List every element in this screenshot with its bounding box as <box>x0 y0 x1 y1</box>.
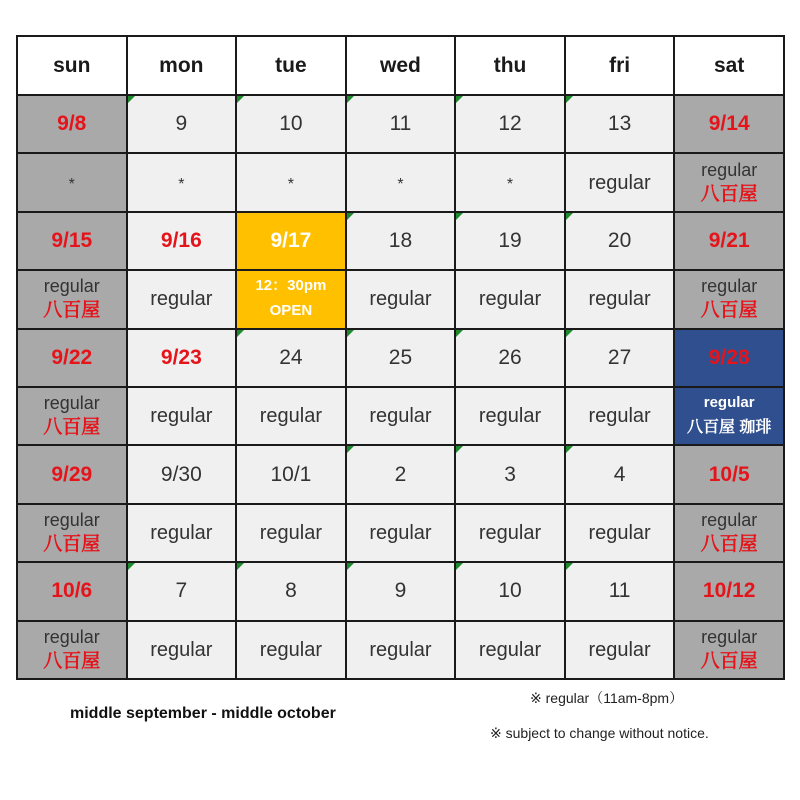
vendor-label: 八百屋 <box>700 183 758 205</box>
date-row <box>17 445 784 503</box>
date-cell-sun: 9/22 <box>17 329 127 387</box>
weekday-header-row <box>17 36 784 95</box>
date-cell-tue: 9/17 <box>236 212 346 270</box>
schedule-cell-sun <box>17 153 127 211</box>
date-cell-mon: 7 <box>127 562 237 620</box>
schedule-label: regular <box>43 626 100 647</box>
vendor-label: 八百屋 <box>700 533 758 555</box>
calendar-body <box>17 95 784 679</box>
schedule-row <box>17 387 784 445</box>
period-title: middle september - middle october <box>70 705 336 722</box>
weekday-header-wed: wed <box>346 36 456 95</box>
schedule-cell-tue <box>236 153 346 211</box>
schedule-label: regular <box>43 393 100 414</box>
schedule-label: regular <box>701 509 758 530</box>
date-cell-sat: 10/5 <box>674 445 784 503</box>
schedule-label: regular <box>703 394 755 412</box>
date-cell-mon: 9 <box>127 95 237 153</box>
date-cell-thu: 3 <box>455 445 565 503</box>
schedule-label: regular <box>478 405 542 428</box>
schedule-label: regular <box>369 405 432 428</box>
vendor-label: 八百屋 <box>43 650 101 672</box>
schedule-label: regular <box>43 276 100 297</box>
schedule-cell-sat <box>674 504 784 562</box>
schedule-label: regular <box>43 509 100 530</box>
date-cell-wed: 25 <box>346 329 456 387</box>
schedule-cell-sat <box>674 270 784 328</box>
schedule-cell-sat <box>674 621 784 679</box>
date-cell-wed: 9 <box>346 562 456 620</box>
date-cell-fri: 13 <box>565 95 675 153</box>
date-cell-tue: 24 <box>236 329 346 387</box>
schedule-cell-sat <box>674 387 784 445</box>
schedule-cell-thu <box>455 621 565 679</box>
vendor-label: 八百屋 <box>43 533 101 555</box>
date-cell-fri: 20 <box>565 212 675 270</box>
schedule-label: regular <box>588 288 651 311</box>
schedule-label: regular <box>588 171 651 194</box>
date-cell-tue: 8 <box>236 562 346 620</box>
vendor-label: 八百屋 <box>43 300 101 322</box>
date-cell-sun: 9/8 <box>17 95 127 153</box>
weekday-header-thu: thu <box>455 36 565 95</box>
vendor-label: 八百屋 <box>43 417 101 439</box>
schedule-cell-mon <box>127 504 237 562</box>
schedule-label: regular <box>369 288 432 311</box>
schedule-cell-mon <box>127 270 237 328</box>
weekday-header-sun: sun <box>17 36 127 95</box>
date-cell-thu: 19 <box>455 212 565 270</box>
date-cell-tue: 10/1 <box>236 445 346 503</box>
schedule-cell-fri <box>565 504 675 562</box>
schedule-label: 12：30pm <box>255 277 327 295</box>
schedule-label: regular <box>150 638 213 661</box>
date-cell-thu: 26 <box>455 329 565 387</box>
date-row <box>17 329 784 387</box>
schedule-label: regular <box>259 521 323 544</box>
schedule-label: regular <box>701 276 758 297</box>
schedule-cell-mon <box>127 621 237 679</box>
schedule-cell-tue <box>236 504 346 562</box>
date-cell-tue: 10 <box>236 95 346 153</box>
schedule-label: regular <box>259 638 323 661</box>
change-notice: ※ subject to change without notice. <box>490 725 709 741</box>
schedule-label: * <box>287 175 295 193</box>
schedule-label: regular <box>369 521 432 544</box>
schedule-cell-thu <box>455 504 565 562</box>
schedule-label: regular <box>701 159 758 180</box>
schedule-label: regular <box>150 405 213 428</box>
date-row <box>17 562 784 620</box>
schedule-cell-tue <box>236 621 346 679</box>
schedule-row <box>17 504 784 562</box>
date-cell-sat: 10/12 <box>674 562 784 620</box>
date-cell-mon: 9/16 <box>127 212 237 270</box>
weekday-header-sat: sat <box>674 36 784 95</box>
schedule-label: * <box>397 175 404 193</box>
schedule-label: regular <box>150 521 213 544</box>
schedule-cell-thu <box>455 270 565 328</box>
schedule-label: regular <box>150 288 213 311</box>
date-row <box>17 212 784 270</box>
schedule-cell-tue <box>236 387 346 445</box>
date-cell-fri: 4 <box>565 445 675 503</box>
date-cell-sat: 9/21 <box>674 212 784 270</box>
hours-note: ※ regular（11am-8pm） <box>530 690 684 706</box>
schedule-cell-sun <box>17 621 127 679</box>
schedule-label: regular <box>588 638 651 661</box>
schedule-label: regular <box>478 638 542 661</box>
schedule-cell-wed <box>346 621 456 679</box>
schedule-cell-mon <box>127 387 237 445</box>
vendor-label: 八百屋 <box>700 650 758 672</box>
schedule-cell-tue <box>236 270 346 328</box>
date-row <box>17 95 784 153</box>
schedule-cell-mon <box>127 153 237 211</box>
weekday-header-fri: fri <box>565 36 675 95</box>
schedule-cell-fri <box>565 270 675 328</box>
schedule-label: * <box>68 175 75 193</box>
schedule-cell-fri <box>565 621 675 679</box>
date-cell-wed: 2 <box>346 445 456 503</box>
schedule-label: * <box>506 175 514 193</box>
weekday-header-mon: mon <box>127 36 237 95</box>
date-cell-mon: 9/23 <box>127 329 237 387</box>
date-cell-sat: 9/28 <box>674 329 784 387</box>
schedule-label: regular <box>701 626 758 647</box>
schedule-cell-wed <box>346 387 456 445</box>
weekday-header-tue: tue <box>236 36 346 95</box>
schedule-label: regular <box>369 638 432 661</box>
schedule-cell-sat <box>674 153 784 211</box>
date-cell-sun: 9/29 <box>17 445 127 503</box>
schedule-cell-sun <box>17 387 127 445</box>
schedule-label: regular <box>478 521 542 544</box>
date-cell-thu: 12 <box>455 95 565 153</box>
schedule-cell-thu <box>455 387 565 445</box>
date-cell-wed: 18 <box>346 212 456 270</box>
date-cell-sat: 9/14 <box>674 95 784 153</box>
schedule-label: regular <box>588 405 651 428</box>
schedule-row <box>17 621 784 679</box>
schedule-label: regular <box>588 521 651 544</box>
date-cell-wed: 11 <box>346 95 456 153</box>
schedule-cell-fri <box>565 153 675 211</box>
vendor-label: 八百屋 <box>700 300 758 322</box>
calendar-table <box>16 35 785 680</box>
date-cell-sun: 9/15 <box>17 212 127 270</box>
date-cell-fri: 27 <box>565 329 675 387</box>
schedule-cell-fri <box>565 387 675 445</box>
date-cell-fri: 11 <box>565 562 675 620</box>
schedule-cell-sun <box>17 504 127 562</box>
schedule-cell-sun <box>17 270 127 328</box>
schedule-cell-wed <box>346 504 456 562</box>
vendor-label: 八百屋 珈琲 <box>686 419 772 437</box>
date-cell-sun: 10/6 <box>17 562 127 620</box>
schedule-row <box>17 153 784 211</box>
schedule-cell-thu <box>455 153 565 211</box>
schedule-cell-wed <box>346 270 456 328</box>
schedule-label: * <box>178 175 185 193</box>
date-cell-mon: 9/30 <box>127 445 237 503</box>
schedule-row <box>17 270 784 328</box>
schedule-cell-wed <box>346 153 456 211</box>
date-cell-thu: 10 <box>455 562 565 620</box>
schedule-label: regular <box>478 288 542 311</box>
schedule-label: regular <box>259 405 323 428</box>
vendor-label: OPEN <box>269 302 313 320</box>
